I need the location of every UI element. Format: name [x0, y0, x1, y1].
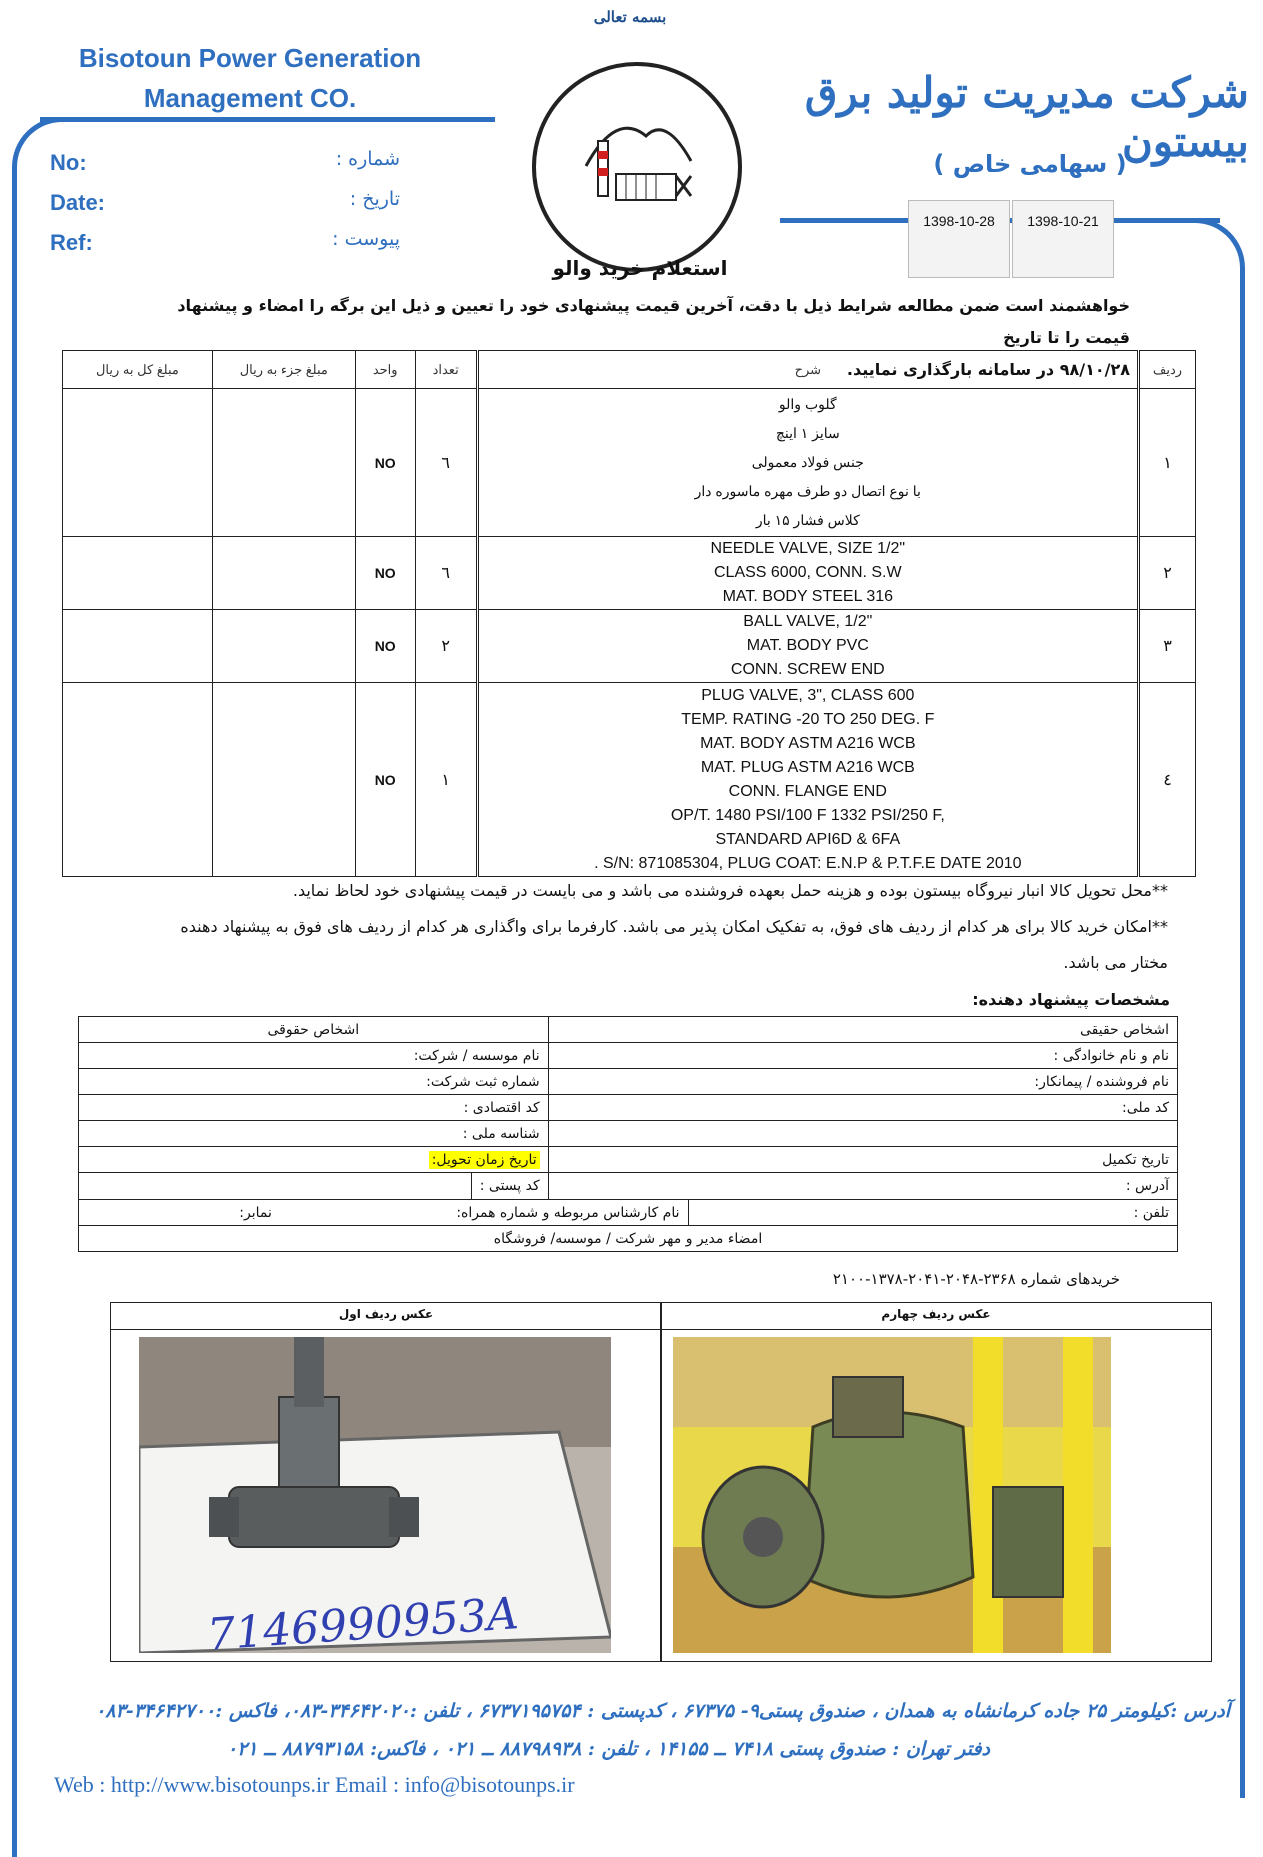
desc-line: MAT. BODY PVC — [746, 637, 869, 654]
desc-line: OP/T. 1480 PSI/100 F 1332 PSI/250 F, — [670, 806, 945, 824]
footer-web: Web : http://www.bisotounps.ir Email : info@bisotounps.ir — [54, 1772, 575, 1797]
unit-cell: NO — [355, 537, 415, 610]
company-name-field[interactable]: نام موسسه / شرکت: — [79, 1043, 549, 1069]
econ-code-field[interactable]: کد اقتصادی : — [79, 1095, 549, 1121]
company-name-en — [40, 38, 460, 118]
table-row — [63, 389, 1196, 537]
delivery-time-field[interactable] — [79, 1147, 549, 1173]
unit-price-cell — [212, 537, 355, 610]
photo-row1-caption: عکس ردیف اول — [338, 1307, 434, 1321]
inquiry-title: استعلام خرید والو — [552, 256, 728, 280]
postal-code-field[interactable] — [79, 1173, 549, 1200]
footer-tehran: دفتر تهران : صندوق پستی ۷۴۱۸ ــ ۱۴۱۵۵ ، تلفن : ۸۸۷۹۸۹۳۸ ــ ۰۲۱ ، فاکس: ۸۸۷۹۳۱۵۸ ــ ۰۲۱ — [226, 1738, 990, 1760]
unit-cell: NO — [355, 389, 415, 537]
table-row — [63, 537, 1196, 610]
intro-line-1: خواهشمند است ضمن مطالعه شرایط ذیل با دقت، آخرین قیمت پیشنهادی خود را تعیین و ذیل این برگه را امضاء و پیشنهاد قیمت را تا تاریخ — [177, 296, 1130, 347]
national-code-field[interactable]: کد ملی: — [548, 1095, 1177, 1121]
supplier-title: مشخصات پیشنهاد دهنده: — [972, 990, 1170, 1009]
fax-label: نمابر: — [239, 1204, 272, 1221]
photo-row4 — [660, 1302, 1212, 1662]
total-price-cell — [63, 610, 213, 683]
qty-cell: ٦ — [415, 389, 477, 537]
desc-line: CONN. SCREW END — [730, 661, 885, 678]
desc-cell — [477, 610, 1138, 683]
table-row — [63, 683, 1196, 877]
date-box-2: 1398-10-21 — [1012, 200, 1114, 278]
bismillah: بسمه تعالی — [593, 8, 667, 26]
company-name-en-line2: Management CO. — [143, 83, 357, 113]
postal-code-label: کد پستی : — [471, 1173, 540, 1199]
unit-cell: NO — [355, 610, 415, 683]
table-row — [63, 610, 1196, 683]
items-table — [62, 350, 1196, 877]
row-number-cell: ٤ — [1138, 683, 1195, 877]
desc-line: جنس فولاد معمولی — [751, 454, 864, 470]
date-box-1: 1398-10-28 — [908, 200, 1010, 278]
desc-line: با نوع اتصال دو طرف مهره ماسوره دار — [694, 483, 921, 499]
desc-line: کلاس فشار ۱۵ بار — [755, 512, 860, 528]
signature-field[interactable]: امضاء مدیر و مهر شرکت / موسسه/ فروشگاه — [79, 1226, 1178, 1252]
no-label-fa: شماره : — [335, 148, 400, 170]
photo-row4-caption: عکس ردیف چهارم — [881, 1307, 991, 1321]
intro-line-2: ۹۸/۱۰/۲۸ در سامانه بارگذاری نمایید. — [846, 360, 1130, 379]
date-label-fa: تاریخ : — [349, 188, 400, 210]
header-rule-left — [40, 117, 495, 122]
handwritten-serial: 7146990953A — [205, 1588, 521, 1661]
note-delivery: **محل تحویل کالا انبار نیروگاه بیستون بوده و هزینه حمل بعهده فروشنده می باشد و می بایست در قیمت پیشنهادی خود لحاظ نماید. — [292, 881, 1168, 900]
footer-address: آدرس :کیلومتر ۲۵ جاده کرمانشاه به همدان ، صندوق پستی۹- ۶۷۳۷۵ ، کدپستی : ۶۷۳۷۱۹۵۷۵۴ ، تلفن :۳۴۶۴۲۰۲۰-۰۸۳، فاکس :۳۴۶۴۲۷۰۰-۰۸۳ — [95, 1700, 1230, 1722]
name-field[interactable]: نام و نام خانوادگی : — [548, 1043, 1177, 1069]
natural-persons-label: اشخاص حقیقی — [548, 1017, 1177, 1043]
desc-line: گلوب والو — [778, 396, 837, 412]
legal-persons-label: اشخاص حقوقی — [79, 1017, 549, 1043]
unit-cell: NO — [355, 683, 415, 877]
items-header-row — [63, 351, 1196, 389]
expert-fax-field[interactable] — [79, 1200, 689, 1226]
reg-no-field[interactable]: شماره ثبت شرکت: — [79, 1069, 549, 1095]
empty-cell — [548, 1121, 1177, 1147]
desc-cell — [477, 537, 1138, 610]
no-label: No: — [50, 150, 87, 175]
desc-line: MAT. PLUG ASTM A216 WCB — [700, 758, 915, 776]
unit-price-cell — [212, 610, 355, 683]
company-seal — [532, 62, 742, 272]
header-total-price: مبلغ کل به ریال — [63, 351, 213, 389]
qty-cell: ۱ — [415, 683, 477, 877]
note-partial-purchase-line2: مختار می باشد. — [1063, 953, 1168, 972]
header-row: ردیف — [1138, 351, 1195, 389]
header-unit: واحد — [355, 351, 415, 389]
desc-line: PLUG VALVE, 3", CLASS 600 — [701, 686, 915, 704]
company-type: ( سهامی خاص ) — [933, 150, 1127, 178]
phone-field[interactable]: تلفن : — [688, 1200, 1177, 1226]
expert-label: نام کارشناس مربوطه و شماره همراه: — [456, 1204, 680, 1221]
header-unit-price: مبلغ جزء به ریال — [212, 351, 355, 389]
national-id-field[interactable]: شناسه ملی : — [79, 1121, 549, 1147]
desc-line: سایز ۱ اینچ — [775, 425, 840, 441]
desc-line: NEEDLE VALVE, SIZE 1/2" — [710, 540, 906, 557]
desc-cell — [477, 389, 1138, 537]
qty-cell: ۲ — [415, 610, 477, 683]
desc-line: MAT. BODY STEEL 316 — [722, 588, 894, 605]
ref-label-fa: پیوست : — [332, 228, 400, 250]
total-price-cell — [63, 683, 213, 877]
unit-price-cell — [212, 389, 355, 537]
delivery-time-label: تاریخ زمان تحویل: — [429, 1151, 540, 1169]
desc-line: CONN. FLANGE END — [728, 782, 887, 800]
seal-emblem-icon — [576, 106, 698, 228]
purchase-numbers: خریدهای شماره ۲۳۶۸-۲۰۴۸-۲۰۴۱-۱۳۷۸-۲۱۰۰ — [832, 1270, 1120, 1288]
supplier-table — [78, 1016, 1178, 1252]
row-number-cell: ۲ — [1138, 537, 1195, 610]
date-label: Date: — [50, 190, 106, 215]
unit-price-cell — [212, 683, 355, 877]
ref-label: Ref: — [50, 230, 93, 255]
desc-line: . S/N: 871085304, PLUG COAT: E.N.P & P.T.F.E DATE 2010 — [594, 854, 1022, 872]
completion-date-field[interactable]: تاریخ تکمیل — [548, 1147, 1177, 1173]
plug-valve-photo-icon — [673, 1337, 1111, 1653]
qty-cell: ٦ — [415, 537, 477, 610]
total-price-cell — [63, 537, 213, 610]
total-price-cell — [63, 389, 213, 537]
desc-line: BALL VALVE, 1/2" — [743, 613, 873, 630]
row-number-cell: ۱ — [1138, 389, 1195, 537]
desc-line: STANDARD API6D & 6FA — [715, 830, 901, 848]
desc-cell — [477, 683, 1138, 877]
desc-line: CLASS 6000, CONN. S.W — [713, 564, 902, 581]
company-name-en-line1: Bisotoun Power Generation — [78, 43, 422, 73]
header-qty: تعداد — [415, 351, 477, 389]
header-desc: شرح — [477, 351, 1138, 389]
photo-row1 — [110, 1302, 662, 1662]
note-partial-purchase-line1: **امکان خرید کالا برای هر کدام از ردیف های فوق، به تفکیک امکان پذیر می باشد. کارفرما برای واگذاری هر کدام از ردیف های فوق به پیشنهاد دهنده — [180, 917, 1168, 936]
desc-line: MAT. BODY ASTM A216 WCB — [700, 734, 916, 752]
company-name-fa: شرکت مدیریت تولید برق بیستون — [804, 68, 1249, 166]
seller-field[interactable]: نام فروشنده / پیمانکار: — [548, 1069, 1177, 1095]
row-number-cell: ۳ — [1138, 610, 1195, 683]
desc-line: TEMP. RATING -20 TO 250 DEG. F — [681, 710, 935, 728]
address-field[interactable]: آدرس : — [548, 1173, 1177, 1200]
